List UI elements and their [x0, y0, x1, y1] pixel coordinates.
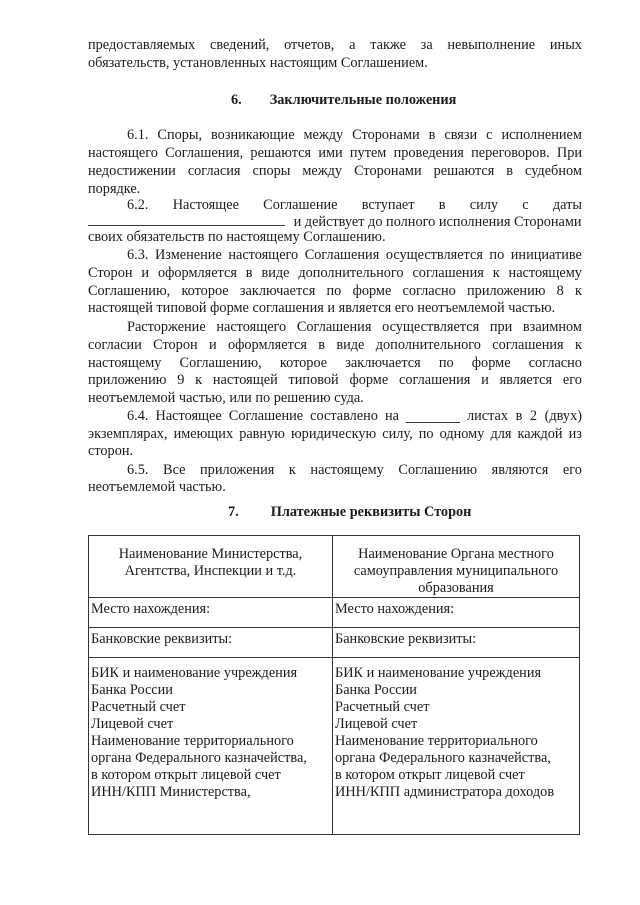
- word: из: [568, 426, 582, 442]
- word: вступает: [361, 197, 415, 213]
- para-6-5-line-2: неотъемлемой частью.: [88, 479, 226, 495]
- word: 6.2.: [127, 197, 149, 213]
- section-7-number: 7.: [228, 504, 239, 520]
- detail-line: Наименование территориального: [335, 733, 538, 749]
- word: которое: [279, 355, 328, 371]
- top-line-1: [88, 37, 582, 54]
- word: с: [522, 197, 529, 213]
- word: оформляется: [157, 265, 237, 281]
- word: к: [574, 337, 582, 353]
- word: экземплярах,: [88, 426, 168, 442]
- word: оформляется: [227, 337, 307, 353]
- detail-line: органа Федерального казначейства,: [335, 750, 551, 766]
- word: и: [141, 265, 150, 281]
- word: судебном: [525, 163, 582, 179]
- para-6-3-line-2: [88, 265, 582, 282]
- word: к: [195, 372, 203, 388]
- word: форме: [352, 283, 392, 299]
- word: настоящего: [88, 145, 158, 161]
- para-6-1-line-4: порядке.: [88, 181, 141, 197]
- word: Соглашения,: [165, 145, 244, 161]
- word: в: [428, 127, 436, 143]
- para-6-1-line-1: [127, 127, 582, 144]
- word: каждой: [517, 426, 563, 442]
- table-header-right: [333, 536, 580, 598]
- word: согласно: [402, 283, 456, 299]
- word: осуществляется: [385, 247, 483, 263]
- word: Все: [163, 462, 186, 478]
- section-6-title: Заключительные положения: [269, 92, 457, 108]
- word: между: [302, 163, 343, 179]
- word: взаимном: [522, 319, 582, 335]
- word: в: [506, 163, 514, 179]
- word: в: [515, 408, 523, 424]
- detail-line: Расчетный счет: [335, 699, 430, 715]
- sheets-blank[interactable]: [406, 408, 460, 423]
- word: приложения: [200, 462, 275, 478]
- bank-left: Банковские реквизиты:: [89, 628, 333, 658]
- word: настоящему: [310, 462, 384, 478]
- word: при: [489, 319, 513, 335]
- word: а: [349, 37, 356, 53]
- para-6-4-after: [467, 408, 582, 425]
- payment-requisites-table: [88, 535, 580, 835]
- word: также: [370, 37, 406, 53]
- para-6-5-line-1: [127, 462, 582, 479]
- word: исполнением: [501, 127, 582, 143]
- word: Сторонами: [354, 163, 422, 179]
- word: сведений,: [210, 37, 270, 53]
- word: отчетов,: [284, 37, 335, 53]
- word: осуществляется: [382, 319, 480, 335]
- word: имеющих: [173, 426, 234, 442]
- table-header-left: [89, 536, 333, 598]
- bank-right: Банковские реквизиты:: [333, 628, 580, 658]
- para-6-2-line-2-text: и действует до полного исполнения Сторонами: [293, 214, 582, 230]
- word: виде: [336, 337, 365, 353]
- word: Соглашению,: [179, 355, 262, 371]
- word: ими: [318, 145, 343, 161]
- word: недостижении: [88, 163, 176, 179]
- para-termination-line-4: [88, 372, 582, 389]
- word: заключается: [239, 283, 316, 299]
- detail-line: Лицевой счет: [335, 716, 418, 732]
- detail-line: ИНН/КПП администратора доходов: [335, 784, 555, 800]
- word: в: [245, 265, 253, 281]
- word: Соглашения: [304, 247, 380, 263]
- detail-line: Банка России: [91, 682, 173, 698]
- word: для: [490, 426, 512, 442]
- word: Сторонами: [352, 127, 420, 143]
- word: Соглашения: [296, 319, 372, 335]
- para-termination-line-1: [127, 319, 582, 336]
- detail-line: Расчетный счет: [91, 699, 186, 715]
- para-6-3-line-4: настоящей типовой форме соглашения и является его неотъемлемой частью.: [88, 300, 556, 316]
- word: типовой: [288, 372, 339, 388]
- word: его: [562, 462, 582, 478]
- para-6-4-line-3: сторон.: [88, 443, 134, 459]
- word: Споры,: [157, 127, 203, 143]
- word: приложению: [467, 283, 546, 299]
- word: 9: [177, 372, 185, 388]
- word: соглашения: [412, 265, 484, 281]
- word: к: [492, 265, 500, 281]
- word: составлено: [310, 408, 378, 424]
- section-6-heading: [231, 91, 456, 109]
- word: инициативе: [510, 247, 582, 263]
- word: силу,: [382, 426, 413, 442]
- word: приложению: [88, 372, 167, 388]
- detail-line: в котором открыт лицевой счет: [335, 767, 525, 783]
- word: согласия: [187, 163, 241, 179]
- word: иных: [549, 37, 582, 53]
- word: настоящему: [88, 355, 162, 371]
- detail-line: Банка России: [335, 682, 417, 698]
- word: на: [385, 408, 399, 424]
- word: возникающие: [211, 127, 295, 143]
- word: невыполнение: [447, 37, 536, 53]
- word: споры: [252, 163, 291, 179]
- detail-line: Наименование территориального: [91, 733, 294, 749]
- word: настоящему: [508, 265, 582, 281]
- word: Соглашению: [398, 462, 478, 478]
- detail-line: Лицевой счет: [91, 716, 174, 732]
- word: одному: [439, 426, 485, 442]
- detail-line: БИК и наименование учреждения: [91, 665, 298, 681]
- detail-line: в котором открыт лицевой счет: [91, 767, 281, 783]
- word: связи: [444, 127, 478, 143]
- word: настоящего: [228, 247, 299, 263]
- word: и: [208, 337, 217, 353]
- word: 6.4.: [127, 408, 149, 424]
- table-row-bank: [89, 628, 580, 658]
- word: согласно: [528, 355, 582, 371]
- detail-line: БИК и наименование учреждения: [335, 665, 542, 681]
- word: к: [575, 283, 582, 299]
- word: и: [481, 372, 489, 388]
- word: Изменение: [154, 247, 222, 263]
- word: дополнительного: [375, 337, 481, 353]
- header-right-text: Наименование Органа местного самоуправления муниципального образования: [353, 546, 559, 596]
- word: заключается: [345, 355, 421, 371]
- word: Настоящее: [155, 408, 222, 424]
- word: за: [420, 37, 433, 53]
- location-right: Место нахождения:: [333, 598, 580, 628]
- word: виде: [261, 265, 290, 281]
- table-header-row: [89, 536, 580, 598]
- word: настоящего: [216, 319, 287, 335]
- detail-line: органа Федерального казначейства,: [91, 750, 307, 766]
- location-left: Место нахождения:: [89, 598, 333, 628]
- word: настоящей: [212, 372, 278, 388]
- word: его: [562, 372, 582, 388]
- word: юридическую: [290, 426, 377, 442]
- table-row-details: [89, 658, 580, 835]
- para-termination-line-3: [88, 355, 582, 372]
- section-6-number: 6.: [231, 92, 242, 108]
- word: дополнительного: [298, 265, 404, 281]
- word: равную: [239, 426, 285, 442]
- word: согласии: [88, 337, 142, 353]
- para-6-3-line-3: [88, 283, 582, 300]
- word: путем: [349, 145, 387, 161]
- para-6-4-line-1: [127, 408, 582, 425]
- word: по: [489, 247, 505, 263]
- word: (двух): [544, 408, 582, 424]
- word: которое: [181, 283, 229, 299]
- word: в: [318, 337, 326, 353]
- para-6-1-line-2: [88, 145, 582, 162]
- header-left-text: Наименование Министерства, Агентства, Инспекции и т.д.: [118, 546, 303, 579]
- table-row-location: [89, 598, 580, 628]
- word: 6.1.: [127, 127, 149, 143]
- word: 8: [556, 283, 564, 299]
- word: форме: [471, 355, 511, 371]
- date-blank[interactable]: [88, 213, 285, 226]
- word: 6.5.: [127, 462, 149, 478]
- word: 2: [529, 408, 538, 424]
- word: Соглашение: [263, 197, 338, 213]
- word: силу: [469, 197, 499, 213]
- word: по: [326, 283, 342, 299]
- word: решаются: [250, 145, 312, 161]
- word: Расторжение: [127, 319, 206, 335]
- para-6-3-line-1: [127, 247, 582, 264]
- word: листах: [467, 408, 509, 424]
- section-7-heading: [228, 503, 471, 521]
- word: Сторон: [153, 337, 198, 353]
- word: к: [288, 462, 296, 478]
- top-line-2: обязательств, установленных настоящим Соглашением.: [88, 55, 428, 71]
- word: даты: [552, 197, 582, 213]
- word: с: [486, 127, 493, 143]
- para-6-2-line-1: [127, 197, 582, 214]
- word: по: [438, 355, 454, 371]
- word: 6.3.: [127, 247, 149, 263]
- para-termination-line-2: [88, 337, 582, 354]
- details-right: [333, 658, 580, 835]
- section-7-title: Платежные реквизиты Сторон: [270, 504, 472, 520]
- word: переговоров.: [471, 145, 550, 161]
- word: соглашения: [398, 372, 471, 388]
- para-termination-line-5: неотъемлемой частью, или по решению суда.: [88, 390, 364, 406]
- details-left: [89, 658, 333, 835]
- word: Сторон: [88, 265, 133, 281]
- word: являются: [491, 462, 549, 478]
- word: в: [438, 197, 446, 213]
- para-6-1-line-3: [88, 163, 582, 180]
- word: по: [418, 426, 434, 442]
- para-6-2-line-3: своих обязательств по настоящему Соглашению.: [88, 229, 386, 245]
- word: Соглашение: [228, 408, 304, 424]
- word: Настоящее: [172, 197, 239, 213]
- word: между: [303, 127, 344, 143]
- word: является: [499, 372, 553, 388]
- para-6-4-line-2: [88, 426, 582, 443]
- detail-line: ИНН/КПП Министерства,: [91, 784, 251, 800]
- word: соглашения: [492, 337, 564, 353]
- word: предоставляемых: [88, 37, 196, 53]
- word: При: [556, 145, 582, 161]
- word: решаются: [433, 163, 495, 179]
- para-6-4-before: [127, 408, 399, 425]
- word: Соглашению,: [88, 283, 171, 299]
- word: проведения: [393, 145, 464, 161]
- word: форме: [349, 372, 389, 388]
